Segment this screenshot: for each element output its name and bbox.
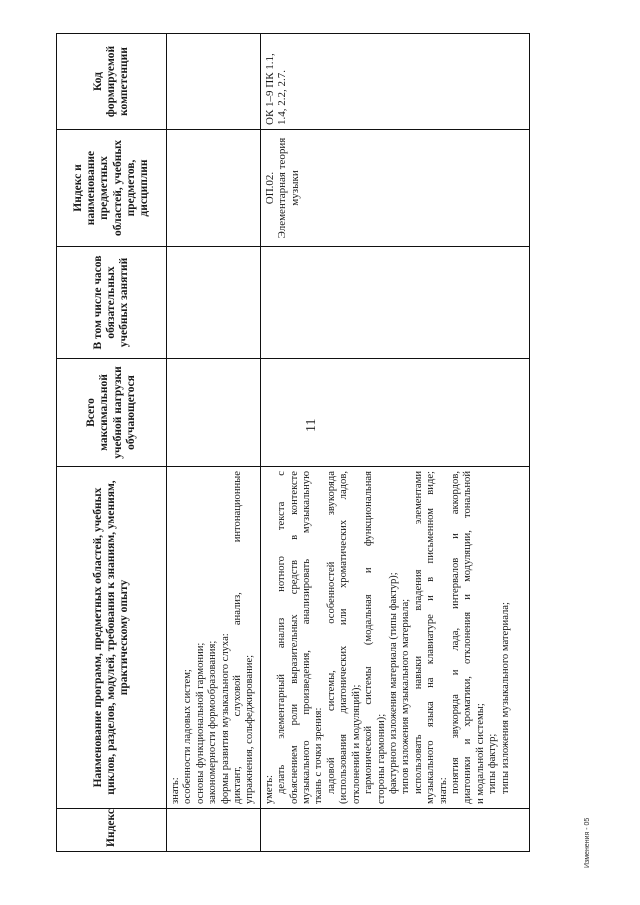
text-line: отклонений и модуляций); <box>350 684 362 804</box>
text-line: ладовой системы, особенностей звукоряда <box>325 471 337 794</box>
text-line: стороны гармонии); <box>375 713 387 804</box>
text-line: знать: <box>170 777 181 804</box>
text-line: типов изложения музыкального материала; <box>400 598 412 794</box>
row1-discipline <box>167 130 261 247</box>
text-line: гармонической системы (модальная и функциональная <box>363 471 375 794</box>
page-number: 11 <box>304 418 319 432</box>
text-line: упражнения, сольфеджирование; <box>244 654 256 804</box>
row1-competence <box>167 34 261 130</box>
header-competence: Код формируемой компетенции <box>57 34 167 130</box>
text-line: музыкального языка на клавиатуре и в письменном виде; <box>425 471 437 804</box>
text-line: делать элементарный анализ нотного текста с <box>276 471 288 794</box>
row2-max-load <box>260 359 529 467</box>
header-name: Наименование программ, предметных областей, учебных циклов, разделов, модулей, требования к знаниям, умениям, практическому опыту <box>57 467 167 809</box>
table-header-row <box>57 34 167 852</box>
curriculum-table <box>56 33 530 852</box>
header-discipline: Индекс и наименование предметных областей, учебных предметов, дисциплин <box>57 130 167 247</box>
curriculum-table-container <box>56 34 530 852</box>
header-including: В том числе часов обязательных учебных занятий <box>57 247 167 359</box>
text-line: знать: <box>437 777 449 804</box>
row1-including <box>167 247 261 359</box>
text-line: фактурного изложения материала (типы фактур); <box>387 572 399 794</box>
text-line: особенности ладовых систем; <box>182 669 194 804</box>
row2-competence: ОК 1–9 ПК 1.1, 1.4, 2.2, 2.7. <box>260 34 529 130</box>
row1-index <box>167 809 261 852</box>
text-line: формы развития музыкального слуха: <box>219 633 231 804</box>
row1-requirements <box>167 467 261 809</box>
row2-index <box>260 809 529 852</box>
header-index: Индекс <box>57 809 167 852</box>
text-line: уметь: <box>263 775 275 804</box>
table-row <box>260 34 529 852</box>
text-line: объяснением роли выразительных средств в контексте <box>288 471 300 804</box>
row1-max-load <box>167 359 261 467</box>
text-line: типы фактур; <box>487 733 499 794</box>
text-line: типы изложения музыкального материала; <box>499 602 511 794</box>
header-max-load: Всего максимальной учебной нагрузки обучающегося <box>57 359 167 467</box>
row2-discipline <box>260 130 529 247</box>
text-line: основы функциональной гармонии; <box>194 642 206 804</box>
discipline-name: Элементарная теория музыки <box>276 137 302 239</box>
row2-requirements <box>260 467 529 809</box>
text-line: ткань с точки зрения: <box>313 707 325 804</box>
row2-including <box>260 247 529 359</box>
discipline-code: ОП.02. <box>263 171 276 205</box>
table-row <box>167 34 261 852</box>
revision-note: Изменения - 05 <box>584 817 591 868</box>
text-line: диатоники и хроматики, отклонения и модуляции, тональной <box>462 471 474 804</box>
text-line: (использования диатонических или хроматических ладов, <box>338 471 350 804</box>
text-line: музыкального произведения, анализировать музыкальную <box>301 471 313 804</box>
text-line: использовать навыки владения элементами <box>412 471 424 794</box>
text-line: понятия звукоряда и лада, интервалов и аккордов, <box>449 471 461 794</box>
text-line: диктант, слуховой анализ, интонационные <box>232 471 244 804</box>
text-line: закономерности формообразования; <box>207 640 219 804</box>
text-line: и модальной системы; <box>474 703 486 804</box>
